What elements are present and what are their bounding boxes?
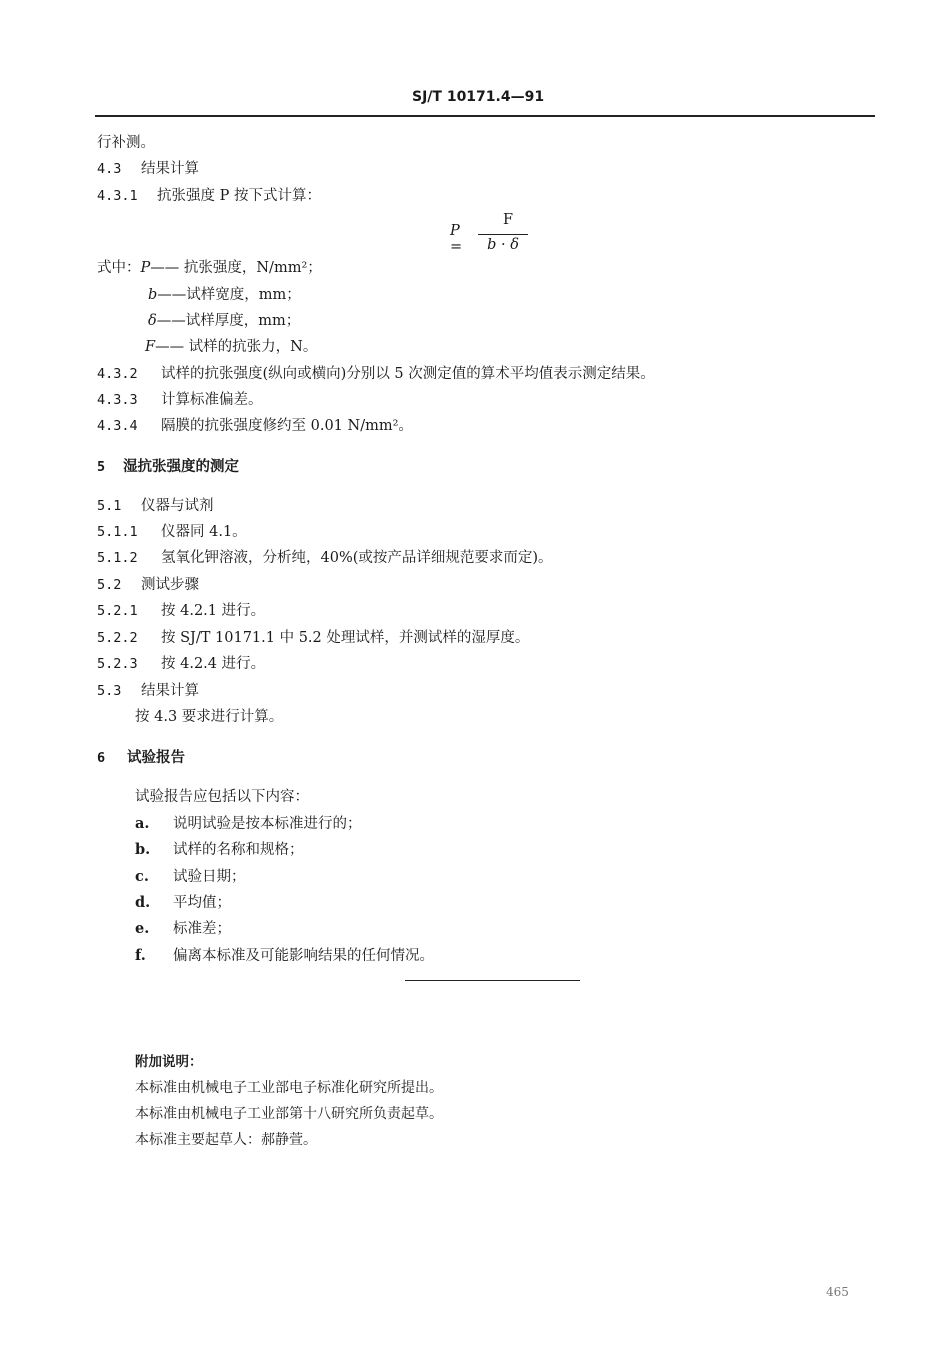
section-text: 氢氧化钾溶液，分析纯，40%(或按产品详细规范要求而定)。 xyxy=(161,550,553,566)
section-4-3 xyxy=(97,160,199,178)
list-key: b. xyxy=(135,841,151,858)
section-number: 4.3.3 xyxy=(97,392,138,408)
page-number: 465 xyxy=(826,1285,849,1299)
section-title: 试验报告 xyxy=(127,750,185,766)
symbol: P xyxy=(140,260,151,276)
section-text: 隔膜的抗张强度修约至 0.01 N/mm²。 xyxy=(161,418,413,434)
list-key: f. xyxy=(135,947,146,964)
section-number: 4.3 xyxy=(97,161,122,177)
list-text: 偏离本标准及可能影响结果的任何情况。 xyxy=(173,948,434,964)
section-title: 湿抗张强度的测定 xyxy=(123,459,239,475)
where-item-delta xyxy=(148,312,300,330)
section-4-3-3 xyxy=(97,391,263,409)
formula-numerator: F xyxy=(502,212,514,228)
section-number: 5.1 xyxy=(97,498,122,514)
list-item xyxy=(135,920,231,938)
section-text: 试样的抗张强度(纵向或横向)分别以 5 次测定值的算术平均值表示测定结果。 xyxy=(161,366,655,382)
list-item xyxy=(135,868,246,886)
section-number: 4.3.2 xyxy=(97,366,138,382)
section-5-2-3 xyxy=(97,655,265,673)
report-intro: 试验报告应包括以下内容： xyxy=(135,789,309,805)
definition: —— 抗张强度，N/mm²； xyxy=(150,260,322,276)
section-title: 测试步骤 xyxy=(141,577,199,593)
section-number: 5.1.1 xyxy=(97,524,138,540)
header-rule xyxy=(95,115,875,117)
list-key: e. xyxy=(135,920,150,937)
continuation-text: 行补测。 xyxy=(97,135,155,151)
section-5-3 xyxy=(97,682,199,700)
section-number: 5.2.3 xyxy=(97,656,138,672)
section-5-2-2 xyxy=(97,629,529,647)
section-text: 按 4.2.1 进行。 xyxy=(161,603,266,619)
section-5-1 xyxy=(97,497,214,515)
section-number: 5.1.2 xyxy=(97,550,138,566)
definition: ——试样宽度，mm； xyxy=(157,287,301,303)
list-key: a. xyxy=(135,815,150,832)
where-item-p xyxy=(97,259,322,277)
section-4-3-4 xyxy=(97,417,413,435)
list-item xyxy=(135,947,434,965)
list-item xyxy=(135,841,304,859)
section-number: 5.2 xyxy=(97,577,122,593)
section-4-3-1 xyxy=(97,187,321,205)
where-item-b xyxy=(148,286,301,304)
section-number: 4.3.4 xyxy=(97,418,138,434)
fraction-bar xyxy=(478,234,528,235)
definition: ——试样厚度，mm； xyxy=(156,313,301,329)
list-key: c. xyxy=(135,868,149,885)
section-text: 抗张强度 P 按下式计算： xyxy=(157,188,321,204)
notes-title: 附加说明： xyxy=(135,1054,203,1070)
list-text: 标准差； xyxy=(173,921,231,937)
section-text: 仪器同 4.1。 xyxy=(161,524,247,540)
note-line: 本标准主要起草人：郝静萱。 xyxy=(135,1132,317,1148)
section-5-2-1 xyxy=(97,602,265,620)
note-line: 本标准由机械电子工业部第十八研究所负责起草。 xyxy=(135,1106,443,1122)
section-number: 6 xyxy=(97,750,106,766)
section-title: 结果计算 xyxy=(141,683,199,699)
section-number: 5.2.2 xyxy=(97,630,138,646)
section-text: 按 4.2.4 进行。 xyxy=(161,656,266,672)
section-5-heading xyxy=(97,458,239,476)
section-number: 5.3 xyxy=(97,683,122,699)
list-item xyxy=(135,894,231,912)
section-number: 5.2.1 xyxy=(97,603,138,619)
list-text: 平均值； xyxy=(173,895,231,911)
section-4-3-2 xyxy=(97,365,655,383)
list-text: 试验日期； xyxy=(173,869,246,885)
definition: —— 试样的抗张力，N。 xyxy=(155,339,318,355)
end-rule xyxy=(405,980,580,981)
document-code-header: SJ/T 10171.4—91 xyxy=(412,89,545,105)
section-number: 4.3.1 xyxy=(97,188,138,204)
formula-lhs: P = xyxy=(450,223,463,255)
note-line: 本标准由机械电子工业部电子标准化研究所提出。 xyxy=(135,1080,443,1096)
section-title: 结果计算 xyxy=(141,161,199,177)
section-title: 仪器与试剂 xyxy=(141,498,214,514)
list-text: 试样的名称和规格； xyxy=(173,842,304,858)
section-text: 按 SJ/T 10171.1 中 5.2 处理试样，并测试样的湿厚度。 xyxy=(161,630,530,646)
list-key: d. xyxy=(135,894,151,911)
section-6-heading xyxy=(97,749,185,767)
symbol: δ xyxy=(148,313,157,329)
symbol: b xyxy=(148,287,158,303)
symbol: F xyxy=(145,339,156,355)
where-item-f xyxy=(145,338,317,356)
list-text: 说明试验是按本标准进行的； xyxy=(173,816,362,832)
list-item xyxy=(135,815,362,833)
where-prefix: 式中： xyxy=(97,260,141,276)
section-number: 5 xyxy=(97,459,106,475)
formula-denominator: b · δ xyxy=(487,237,519,253)
section-5-2 xyxy=(97,576,199,594)
section-5-1-1 xyxy=(97,523,247,541)
section-text: 计算标准偏差。 xyxy=(161,392,263,408)
section-5-3-text: 按 4.3 要求进行计算。 xyxy=(135,709,284,725)
section-5-1-2 xyxy=(97,549,553,567)
